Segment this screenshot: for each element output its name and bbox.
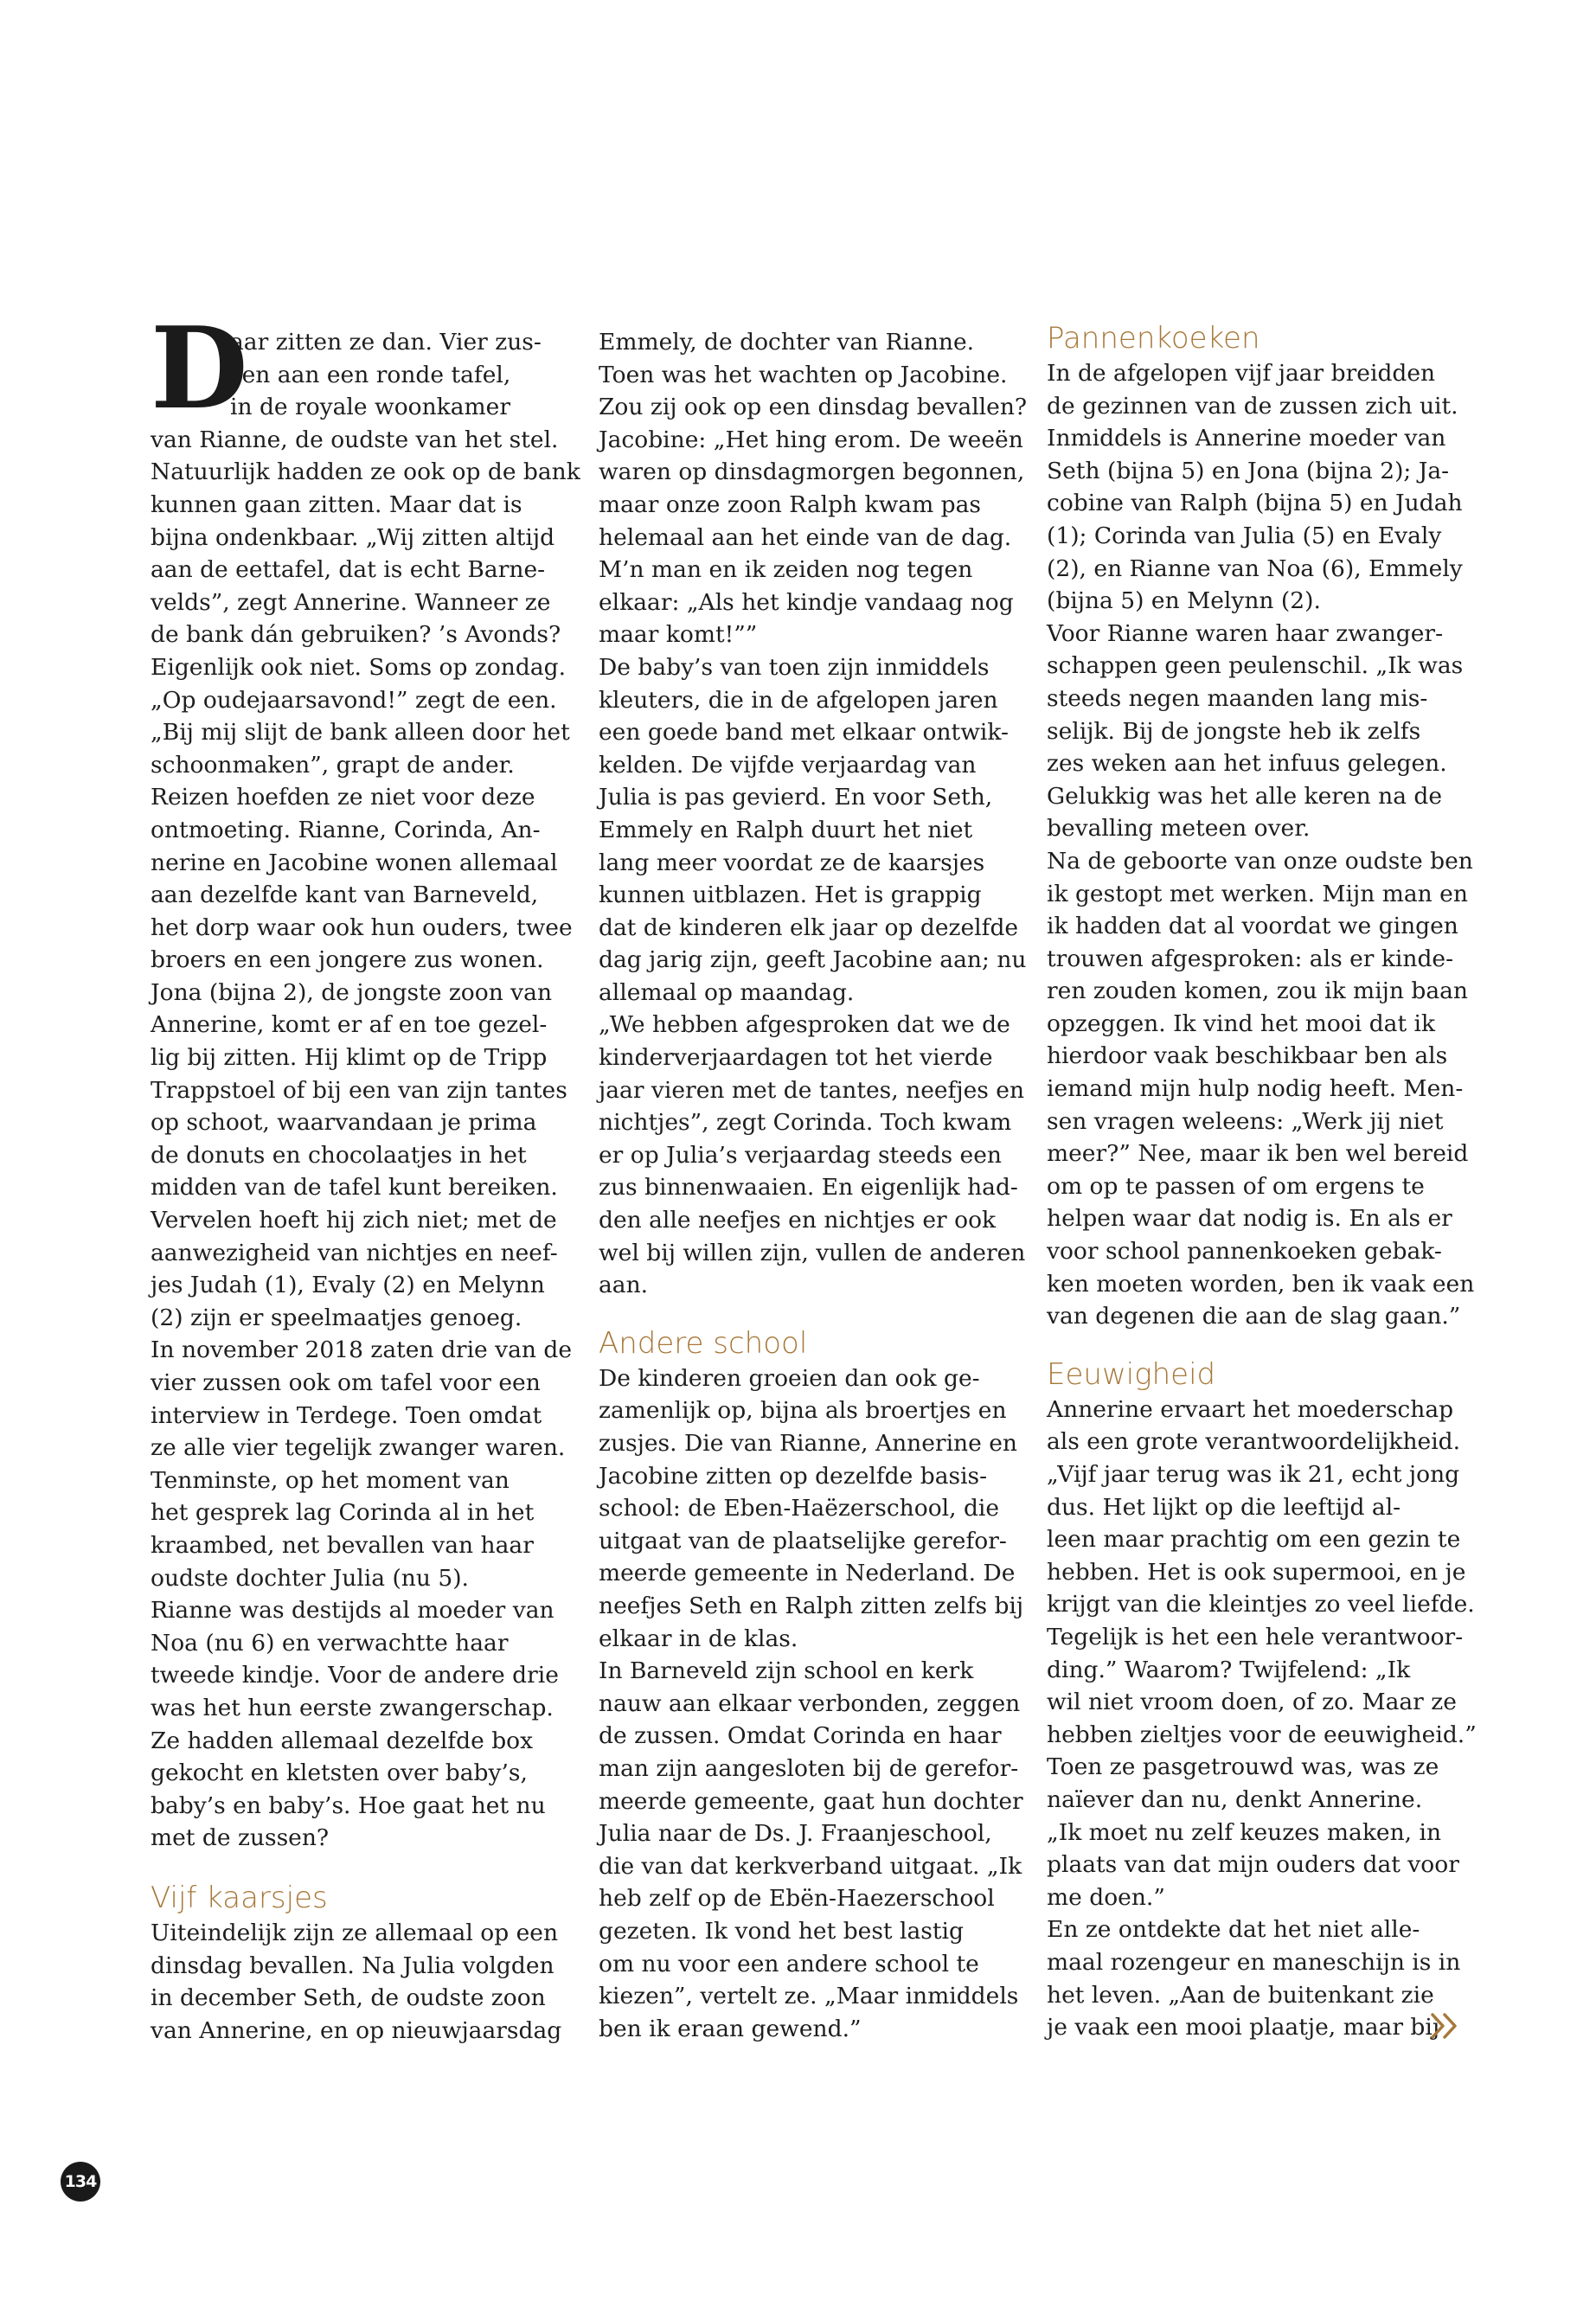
- text-line: neefjes Seth en Ralph zitten zelfs bij: [599, 1592, 1024, 1619]
- dropcap-letter: D: [151, 302, 248, 434]
- vijf-kaarsjes-paragraph: [151, 1917, 562, 2047]
- text-line: Jacobine zitten op dezelfde basis-: [599, 1462, 988, 1490]
- column-1: [151, 302, 580, 2047]
- text-line: den alle neefjes en nichtjes er ook: [599, 1207, 997, 1234]
- text-line: ontmoeting. Rianne, Corinda, An-: [151, 816, 541, 843]
- text-line: krijgt van die kleintjes zo veel liefde.: [1047, 1591, 1475, 1618]
- text-line: plaats van dat mijn ouders dat voor: [1047, 1851, 1459, 1879]
- text-line: helemaal aan het einde van de dag.: [599, 523, 1012, 551]
- text-line: elkaar in de klas.: [599, 1625, 798, 1652]
- text-line: Zou zij ook op een dinsdag bevallen?: [599, 394, 1028, 421]
- text-line: zusjes. Die van Rianne, Annerine en: [599, 1430, 1017, 1457]
- text-line: broers en een jongere zus wonen.: [151, 946, 544, 974]
- text-line: baby’s en baby’s. Hoe gaat het nu: [151, 1791, 546, 1819]
- text-line: de donuts en chocolaatjes in het: [151, 1141, 527, 1169]
- text-line: wil niet vroom doen, of zo. Maar ze: [1047, 1689, 1457, 1716]
- column-2-text-a: [599, 326, 1028, 1302]
- text-line: ik gestopt met werken. Mijn man en: [1047, 880, 1468, 907]
- text-line: me doen.”: [1047, 1883, 1165, 1911]
- text-line: kleuters, die in de afgelopen jaren: [599, 686, 998, 714]
- text-line: meer?” Nee, maar ik ben wel bereid: [1047, 1140, 1469, 1168]
- text-line: met de zussen?: [151, 1824, 330, 1852]
- text-line: nauw aan elkaar verbonden, zeggen: [599, 1689, 1021, 1717]
- text-line: Noa (nu 6) en verwachtte haar: [151, 1629, 509, 1657]
- text-line: nerine en Jacobine wonen allemaal: [151, 849, 558, 876]
- text-line: dat de kinderen elk jaar op dezelfde: [599, 913, 1019, 941]
- text-line: jaar vieren met de tantes, neefjes en: [599, 1076, 1025, 1104]
- text-line: school: de Eben-Haëzerschool, die: [599, 1495, 1000, 1522]
- text-line: hebben zieltjes voor de eeuwigheid.”: [1047, 1721, 1477, 1748]
- text-line: Toen was het wachten op Jacobine.: [599, 361, 1008, 388]
- text-line: iemand mijn hulp nodig heeft. Men-: [1047, 1075, 1464, 1103]
- text-line: selijk. Bij de jongste heb ik zelfs: [1047, 717, 1421, 745]
- text-line: in december Seth, de oudste zoon: [151, 1984, 546, 2012]
- text-line: aar zitten ze dan. Vier zus-: [230, 329, 542, 356]
- text-line: zus binnenwaaien. En eigenlijk had-: [599, 1174, 1018, 1202]
- text-line: bijna ondenkbaar. „Wij zitten altijd: [151, 523, 555, 551]
- text-line: Trappstoel of bij een van zijn tantes: [151, 1076, 567, 1104]
- text-line: voor school pannenkoeken gebak-: [1047, 1238, 1442, 1266]
- text-line: Gelukkig was het alle keren na de: [1047, 782, 1443, 810]
- text-line: elkaar: „Als het kindje vandaag nog: [599, 588, 1014, 616]
- text-line: (1); Corinda van Julia (5) en Evaly: [1047, 522, 1442, 549]
- text-line: nichtjes”, zegt Corinda. Toch kwam: [599, 1109, 1012, 1137]
- text-line: de gezinnen van de zussen zich uit.: [1047, 392, 1458, 420]
- text-line: „Ik moet nu zelf keuzes maken, in: [1047, 1818, 1442, 1846]
- text-line: man zijn aangesloten bij de gerefor-: [599, 1754, 1019, 1782]
- text-line: Vervelen hoeft hij zich niet; met de: [151, 1207, 557, 1234]
- text-line: (bijna 5) en Melynn (2).: [1047, 587, 1321, 615]
- text-line: helpen waar dat nodig is. En als er: [1047, 1205, 1452, 1233]
- text-line: aan.: [599, 1272, 649, 1299]
- text-line: naïever dan nu, denkt Annerine.: [1047, 1785, 1423, 1813]
- text-line: om op te passen of om ergens te: [1047, 1172, 1425, 1200]
- text-line: als een grote verantwoordelijkheid.: [1047, 1428, 1461, 1456]
- text-line: Jacobine: „Het hing erom. De weeën: [599, 426, 1023, 453]
- eeuwigheid-paragraph: [1047, 1394, 1477, 2044]
- page-number-badge: 134: [61, 2162, 100, 2202]
- intro-block: [151, 302, 580, 1855]
- text-line: op schoot, waarvandaan je prima: [151, 1109, 537, 1137]
- text-line: midden van de tafel kunt bereiken.: [151, 1174, 558, 1202]
- text-line: gekocht en kletsten over baby’s,: [151, 1759, 528, 1787]
- text-line: Julia naar de Ds. J. Fraanjeschool,: [599, 1820, 992, 1848]
- text-line: aan de eettafel, dat is echt Barne-: [151, 556, 546, 584]
- text-line: die van dat kerkverband uitgaat. „Ik: [599, 1852, 1022, 1880]
- text-line: kiezen”, vertelt ze. „Maar inmiddels: [599, 1983, 1019, 2010]
- text-line: maar onze zoon Ralph kwam pas: [599, 490, 982, 518]
- text-line: En ze ontdekte dat het niet alle-: [1047, 1916, 1420, 1944]
- heading-andere-school: Andere school: [599, 1325, 808, 1361]
- text-line: het dorp waar ook hun ouders, twee: [151, 913, 573, 941]
- double-chevron-right-icon: [1429, 2011, 1460, 2041]
- text-line: Emmely, de dochter van Rianne.: [599, 329, 975, 356]
- text-line: Seth (bijna 5) en Jona (bijna 2); Ja-: [1047, 457, 1450, 484]
- text-line: Natuurlijk hadden ze ook op de bank: [151, 458, 580, 486]
- text-line: wel bij willen zijn, vullen de anderen: [599, 1239, 1026, 1266]
- text-line: maal rozengeur en maneschijn is in: [1047, 1948, 1461, 1976]
- text-line: allemaal op maandag.: [599, 978, 855, 1006]
- text-line: De kinderen groeien dan ook ge-: [599, 1364, 980, 1392]
- text-line: zes weken aan het infuus gelegen.: [1047, 750, 1447, 778]
- text-line: dus. Het lijkt op die leeftijd al-: [1047, 1493, 1401, 1521]
- text-line: de zussen. Omdat Corinda en haar: [599, 1722, 1002, 1750]
- text-line: bevalling meteen over.: [1047, 815, 1311, 843]
- text-line: sen vragen weleens: „Werk jij niet: [1047, 1107, 1444, 1135]
- text-line: Reizen hoefden ze niet voor deze: [151, 784, 535, 811]
- text-line: (2) zijn er speelmaatjes genoeg.: [151, 1304, 522, 1331]
- text-line: schoonmaken”, grapt de ander.: [151, 751, 515, 779]
- text-line: In november 2018 zaten drie van de: [151, 1336, 573, 1364]
- column-3: [1047, 321, 1477, 2044]
- text-line: M’n man en ik zeiden nog tegen: [599, 556, 973, 584]
- text-line: ze alle vier tegelijk zwanger waren.: [151, 1434, 566, 1462]
- text-line: jes Judah (1), Evaly (2) en Melynn: [151, 1272, 545, 1299]
- text-line: Voor Rianne waren haar zwanger-: [1047, 619, 1444, 647]
- text-line: velds”, zegt Annerine. Wanneer ze: [151, 588, 551, 616]
- heading-vijf-kaarsjes: Vijf kaarsjes: [151, 1880, 328, 1915]
- intro-paragraph: [151, 302, 580, 1855]
- heading-pannenkoeken: Pannenkoeken: [1047, 321, 1260, 356]
- text-line: dinsdag bevallen. Na Julia volgden: [151, 1952, 554, 1979]
- text-line: „Vijf jaar terug was ik 21, echt jong: [1047, 1461, 1460, 1488]
- text-line: Rianne was destijds al moeder van: [151, 1597, 554, 1625]
- text-line: de bank dán gebruiken? ’s Avonds?: [151, 621, 561, 649]
- column-2: [599, 326, 1028, 2045]
- text-line: Inmiddels is Annerine moeder van: [1047, 425, 1446, 452]
- text-line: lig bij zitten. Hij klimt op de Tripp: [151, 1044, 548, 1072]
- text-line: zamenlijk op, bijna als broertjes en: [599, 1397, 1007, 1425]
- text-line: opzeggen. Ik vind het mooi dat ik: [1047, 1009, 1436, 1037]
- text-line: er op Julia’s verjaardag steeds een: [599, 1141, 1002, 1169]
- text-line: kraambed, net bevallen van haar: [151, 1531, 534, 1559]
- text-line: kelden. De vijfde verjaardag van: [599, 751, 977, 779]
- text-line: ding.” Waarom? Twijfelend: „Ik: [1047, 1656, 1411, 1683]
- text-line: Na de geboorte van onze oudste ben: [1047, 847, 1473, 875]
- text-line: Tenminste, op het moment van: [151, 1466, 510, 1494]
- text-line: Ze hadden allemaal dezelfde box: [151, 1727, 534, 1754]
- text-line: hierdoor vaak beschikbaar ben als: [1047, 1042, 1448, 1070]
- pannenkoeken-paragraph: [1047, 357, 1475, 1333]
- text-line: kinderverjaardagen tot het vierde: [599, 1044, 993, 1072]
- text-line: In de afgelopen vijf jaar breidden: [1047, 360, 1436, 387]
- text-line: leen maar prachtig om een gezin te: [1047, 1526, 1461, 1554]
- text-line: sen aan een ronde tafel,: [230, 361, 511, 388]
- text-line: ken moeten worden, ben ik vaak een: [1047, 1270, 1475, 1298]
- text-line: Julia is pas gevierd. En voor Seth,: [599, 784, 993, 811]
- text-line: hebben. Het is ook supermooi, en je: [1047, 1558, 1466, 1586]
- heading-eeuwigheid: Eeuwigheid: [1047, 1356, 1216, 1392]
- text-line: Eigenlijk ook niet. Soms op zondag.: [151, 653, 567, 681]
- text-line: je vaak een mooi plaatje, maar bij: [1047, 2014, 1440, 2041]
- text-line: Annerine ervaart het moederschap: [1047, 1395, 1454, 1423]
- text-line: van Rianne, de oudste van het stel.: [151, 426, 559, 453]
- text-line: „Op oudejaarsavond!” zegt de een.: [151, 686, 557, 714]
- text-line: steeds negen maanden lang mis-: [1047, 684, 1428, 712]
- andere-school-paragraph: [599, 1362, 1024, 2045]
- text-line: „Bij mij slijt de bank alleen door het: [151, 719, 570, 747]
- text-line: Toen ze pasgetrouwd was, was ze: [1047, 1753, 1439, 1781]
- text-line: een goede band met elkaar ontwik-: [599, 719, 1009, 747]
- text-line: meerde gemeente, gaat hun dochter: [599, 1787, 1023, 1815]
- text-line: in de royale woonkamer: [230, 394, 511, 421]
- text-line: dag jarig zijn, geeft Jacobine aan; nu: [599, 946, 1027, 974]
- text-line: ren zouden komen, zou ik mijn baan: [1047, 977, 1469, 1005]
- text-line: Annerine, komt er af en toe gezel-: [151, 1011, 548, 1039]
- text-line: vier zussen ook om tafel voor een: [151, 1369, 541, 1396]
- text-line: In Barneveld zijn school en kerk: [599, 1657, 974, 1685]
- text-line: kunnen gaan zitten. Maar dat is: [151, 490, 522, 518]
- text-line: Emmely en Ralph duurt het niet: [599, 816, 973, 843]
- text-line: het gesprek lag Corinda al in het: [151, 1499, 535, 1527]
- text-line: Jona (bijna 2), de jongste zoon van: [151, 978, 553, 1006]
- text-line: uitgaat van de plaatselijke gerefor-: [599, 1527, 1007, 1554]
- text-line: meerde gemeente in Nederland. De: [599, 1560, 1016, 1587]
- text-line: waren op dinsdagmorgen begonnen,: [599, 458, 1025, 486]
- text-line: gezeten. Ik vond het best lastig: [599, 1917, 964, 1945]
- text-line: kunnen uitblazen. Het is grappig: [599, 881, 982, 909]
- text-line: heb zelf op de Ebën-Haezerschool: [599, 1885, 995, 1913]
- text-line: cobine van Ralph (bijna 5) en Judah: [1047, 490, 1463, 517]
- text-line: oudste dochter Julia (nu 5).: [151, 1564, 469, 1592]
- text-line: het leven. „Aan de buitenkant zie: [1047, 1981, 1434, 2009]
- text-line: „We hebben afgesproken dat we de: [599, 1011, 1010, 1039]
- text-line: lang meer voordat ze de kaarsjes: [599, 849, 985, 876]
- text-line: ben ik eraan gewend.”: [599, 2015, 862, 2042]
- text-line: was het hun eerste zwangerschap.: [151, 1694, 554, 1721]
- text-line: schappen geen peulenschil. „Ik was: [1047, 652, 1464, 680]
- text-line: (2), en Rianne van Noa (6), Emmely: [1047, 554, 1463, 582]
- text-line: van Annerine, en op nieuwjaarsdag: [151, 2016, 562, 2044]
- text-line: Tegelijk is het een hele verantwoor-: [1047, 1623, 1464, 1650]
- text-line: maar komt!””: [599, 621, 758, 649]
- text-line: Uiteindelijk zijn ze allemaal op een: [151, 1919, 559, 1946]
- text-line: om nu voor een andere school te: [599, 1950, 979, 1977]
- text-line: interview in Terdege. Toen omdat: [151, 1401, 542, 1429]
- text-line: aan dezelfde kant van Barneveld,: [151, 881, 539, 909]
- text-line: aanwezigheid van nichtjes en neef-: [151, 1239, 558, 1266]
- text-line: tweede kindje. Voor de andere drie: [151, 1662, 559, 1689]
- text-line: van degenen die aan de slag gaan.”: [1047, 1303, 1461, 1330]
- text-line: ik hadden dat al voordat we gingen: [1047, 913, 1458, 940]
- text-line: De baby’s van toen zijn inmiddels: [599, 653, 990, 681]
- text-line: trouwen afgesproken: als er kinde-: [1047, 945, 1454, 972]
